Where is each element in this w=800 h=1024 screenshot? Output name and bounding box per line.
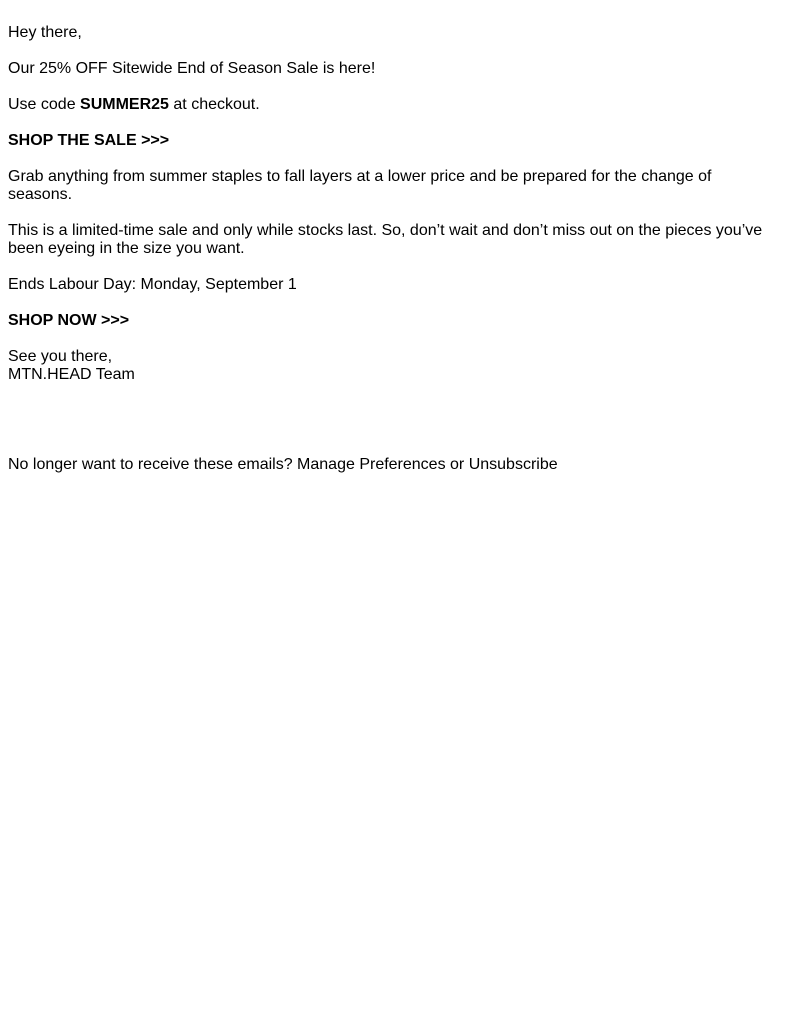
promo-code-prefix: Use code bbox=[8, 96, 81, 113]
promo-code: SUMMER25 bbox=[80, 96, 169, 113]
spacer bbox=[8, 402, 776, 456]
manage-preferences-link[interactable]: Manage Preferences bbox=[297, 456, 446, 473]
greeting: Hey there, bbox=[8, 24, 82, 41]
shop-now-link[interactable]: SHOP NOW >>> bbox=[8, 312, 130, 329]
shop-now-paragraph bbox=[8, 312, 776, 330]
sale-end-date: Ends Labour Day: Monday, September 1 bbox=[8, 276, 297, 293]
signoff: See you there, bbox=[8, 348, 113, 365]
promo-code-line bbox=[8, 96, 776, 114]
body-paragraph-1: Grab anything from summer staples to fall layers at a lower price and be prepared for the change of seasons. bbox=[8, 168, 712, 203]
body-paragraph-2: This is a limited-time sale and only while stocks last. So, don’t wait and don’t miss out on the pieces you’ve been eyeing in the size you want. bbox=[8, 222, 763, 257]
footer-prompt: No longer want to receive these emails? bbox=[8, 456, 298, 473]
sale-announcement: Our 25% OFF Sitewide End of Season Sale is here! bbox=[8, 60, 376, 77]
email-body bbox=[0, 0, 784, 474]
footer bbox=[8, 456, 776, 474]
signature: MTN.HEAD Team bbox=[8, 366, 135, 383]
promo-code-suffix: at checkout. bbox=[168, 96, 260, 113]
shop-sale-paragraph bbox=[8, 132, 776, 150]
footer-or: or bbox=[445, 456, 469, 473]
unsubscribe-link[interactable]: Unsubscribe bbox=[468, 456, 558, 473]
signoff-block bbox=[8, 348, 776, 384]
shop-the-sale-link[interactable]: SHOP THE SALE >>> bbox=[8, 132, 170, 149]
